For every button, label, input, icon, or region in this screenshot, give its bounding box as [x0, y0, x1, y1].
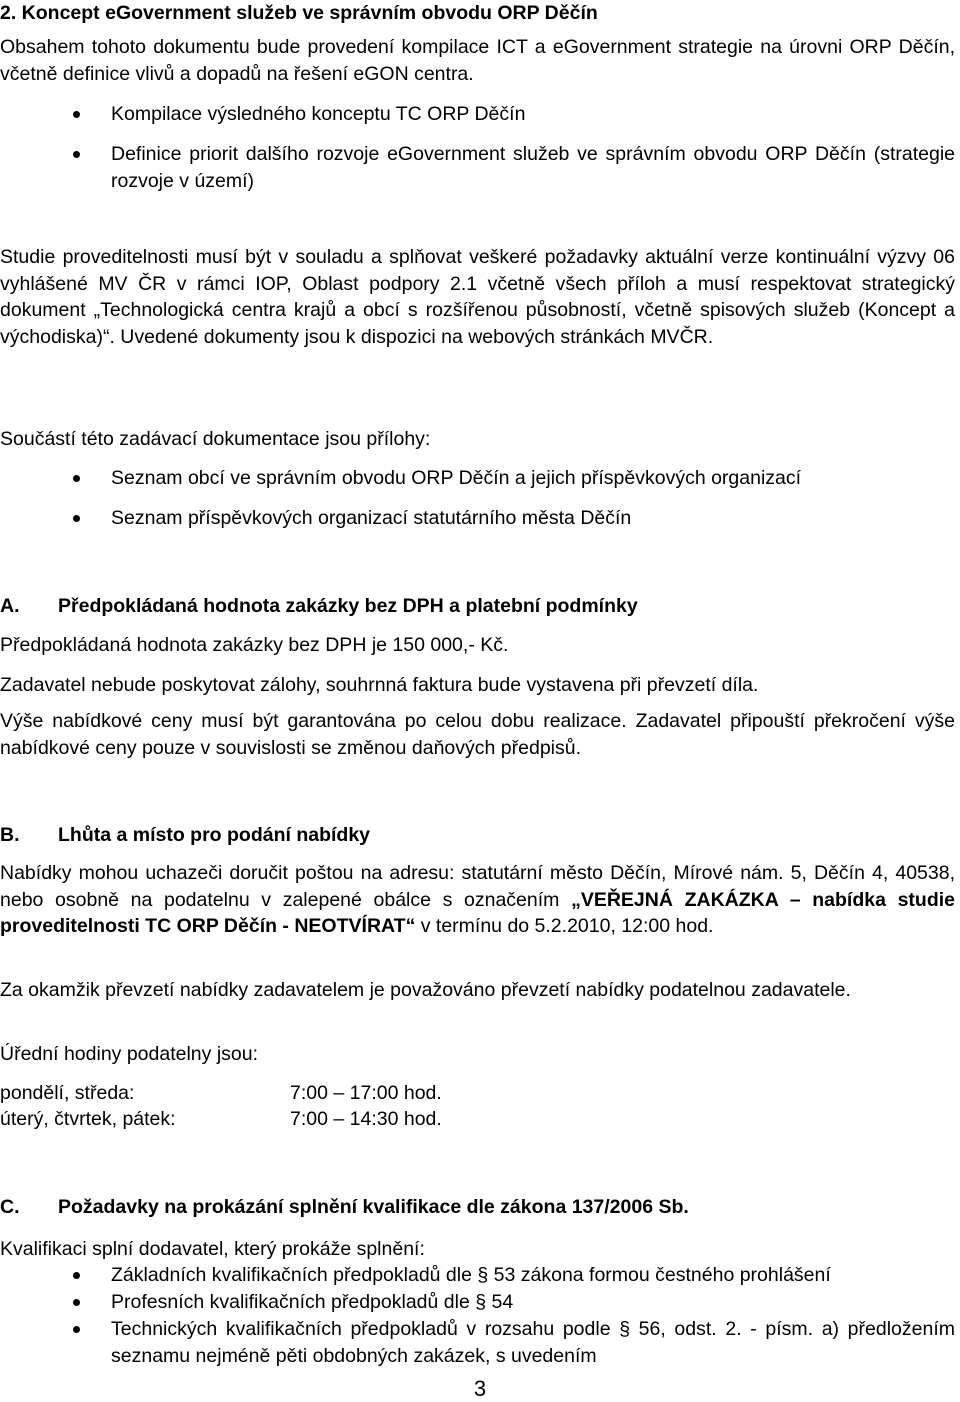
section-c-intro: Kvalifikaci splní dodavatel, který prokáže splnění: [0, 1238, 425, 1260]
bullet-icon [73, 1299, 80, 1306]
bullet-icon [73, 1326, 80, 1333]
hours-intro: Úřední hodiny podatelny jsou: [0, 1043, 259, 1065]
bullet-icon [73, 111, 80, 118]
section-b-paragraph: Za okamžik převzetí nabídky zadavatelem je považováno převzetí nabídky podatelnou zadavatele. [0, 979, 851, 1001]
bullet-icon [73, 475, 80, 482]
bullet-icon [73, 151, 80, 158]
study-paragraph: Studie proveditelnosti musí být v souladu a splňovat veškeré požadavky aktuální verze kontinuální výzvy 06 vyhlášené MV ČR v rámci IOP, Oblast podpory 2.1 včetně všech příloh a musí respektovat strategický dokument „Technologická centra krajů a obcí s rozšířenou působností, včetně spisových služeb (Koncept a východiska)“. Uvedené dokumenty jsou k dispozici na webových stránkách MVČR. [0, 246, 955, 348]
attachments-intro: Součástí této zadávací dokumentace jsou přílohy: [0, 428, 431, 450]
section-b-paragraph: Nabídky mohou uchazeči doručit poštou na adresu: statutární město Děčín, Mírové nám. 5, Děčín 4, 40538, nebo osobně na podatelnu v zalepené obálce s označením „VEŘEJNÁ ZAKÁZKA – nabídka studie proveditelnosti TC ORP Děčín - NEOTVÍRAT“ v termínu do 5.2.2010, 12:00 hod. [0, 862, 955, 937]
section-a-paragraph: Předpokládaná hodnota zakázky bez DPH je 150 000,- Kč. [0, 634, 509, 656]
page-number: 3 [473, 1376, 487, 1401]
bullet-icon [73, 1272, 80, 1279]
bullet-icon [73, 515, 80, 522]
submission-label: „VEŘEJNÁ ZAKÁZKA – nabídka studie proveditelnosti TC ORP Děčín - NEOTVÍRAT“ [0, 888, 955, 937]
section-a-paragraph: Zadavatel nebude poskytovat zálohy, souhrnná faktura bude vystavena při převzetí díla. [0, 674, 759, 696]
section-a-paragraph: Výše nabídkové ceny musí být garantována po celou dobu realizace. Zadavatel připouští překročení výše nabídkové ceny pouze v souvislosti se změnou daňových předpisů. [0, 710, 955, 759]
intro-paragraph: Obsahem tohoto dokumentu bude provedení kompilace ICT a eGovernment strategie na úrovni ORP Děčín, včetně definice vlivů a dopadů na řešení eGON centra. [0, 36, 955, 85]
page-heading: 2. Koncept eGovernment služeb ve správním obvodu ORP Děčín [0, 2, 598, 24]
